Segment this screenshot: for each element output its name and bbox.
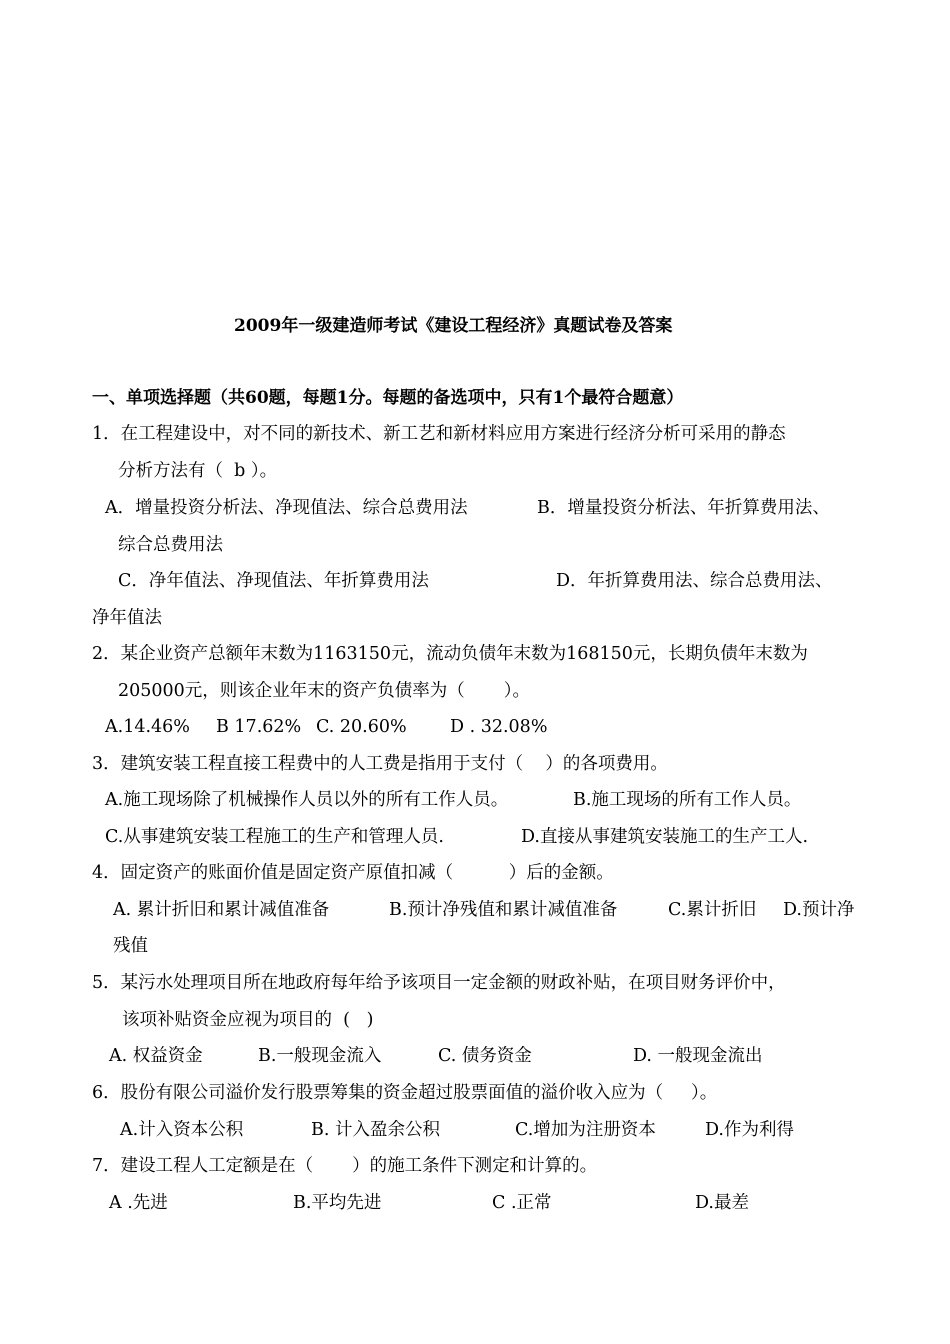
question-3-option-c: C.从事建筑安装工程施工的生产和管理人员. xyxy=(105,827,444,847)
question-1-line-2: 分析方法有（ b ）。 xyxy=(118,461,278,481)
question-2-option-c: C. 20.60% xyxy=(316,717,407,737)
question-1-option-d: D．年折算费用法、综合总费用法、 xyxy=(556,571,833,591)
question-1-option-a: A．增量投资分析法、净现值法、综合总费用法 xyxy=(105,498,468,518)
question-6-line-1: 6．股份有限公司溢价发行股票筹集的资金超过股票面值的溢价收入应为（ ）。 xyxy=(92,1083,718,1103)
question-2-option-b: B 17.62% xyxy=(216,717,302,737)
question-1-option-b-cont: 综合总费用法 xyxy=(118,535,223,555)
question-7-option-b: B.平均先进 xyxy=(293,1193,382,1213)
question-4-line-1: 4．固定资产的账面价值是固定资产原值扣减（ ）后的金额。 xyxy=(92,863,614,883)
question-5-option-c: C. 债务资金 xyxy=(438,1046,532,1066)
question-3-option-a: A.施工现场除了机械操作人员以外的所有工作人员。 xyxy=(105,790,509,810)
question-5-line-2: 该项补贴资金应视为项目的 ( ) xyxy=(122,1010,374,1030)
question-1-option-c: C．净年值法、净现值法、年折算费用法 xyxy=(118,571,429,591)
document-title: 2009年一级建造师考试《建设工程经济》真题试卷及答案 xyxy=(234,316,673,336)
question-4-option-c: C.累计折旧 xyxy=(668,900,757,920)
question-6-option-b: B. 计入盈余公积 xyxy=(311,1120,440,1140)
question-7-option-c: C .正常 xyxy=(492,1193,552,1213)
section-heading: 一、单项选择题（共60题，每题1分。每题的备选项中，只有1个最符合题意） xyxy=(92,388,684,408)
question-2-option-a: A.14.46% xyxy=(105,717,190,737)
question-2-line-2: 205000元，则该企业年末的资产负债率为（ ）。 xyxy=(118,681,530,701)
question-6-option-c: C.增加为注册资本 xyxy=(515,1120,656,1140)
question-1-option-d-cont: 净年值法 xyxy=(92,608,162,628)
question-5-option-d: D. 一般现金流出 xyxy=(633,1046,763,1066)
question-1-line-1: 1．在工程建设中，对不同的新技术、新工艺和新材料应用方案进行经济分析可采用的静态 xyxy=(92,424,786,444)
question-4-option-a: A. 累计折旧和累计减值准备 xyxy=(113,900,330,920)
question-7-line-1: 7．建设工程人工定额是在（ ）的施工条件下测定和计算的。 xyxy=(92,1156,598,1176)
question-6-option-d: D.作为利得 xyxy=(705,1120,794,1140)
question-3-line-1: 3．建筑安装工程直接工程费中的人工费是指用于支付（ ）的各项费用。 xyxy=(92,754,668,774)
question-7-option-a: A .先进 xyxy=(109,1193,168,1213)
question-2-option-d: D . 32.08% xyxy=(450,717,548,737)
question-3-option-b: B.施工现场的所有工作人员。 xyxy=(573,790,802,810)
question-7-option-d: D.最差 xyxy=(695,1193,749,1213)
question-4-option-b: B.预计净残值和累计减值准备 xyxy=(389,900,618,920)
question-2-line-1: 2．某企业资产总额年末数为1163150元，流动负债年末数为168150元，长期负债年末数为 xyxy=(92,644,808,664)
question-3-option-d: D.直接从事建筑安装施工的生产工人. xyxy=(521,827,809,847)
question-5-line-1: 5．某污水处理项目所在地政府每年给予该项目一定金额的财政补贴，在项目财务评价中， xyxy=(92,973,786,993)
question-1-option-b: B．增量投资分析法、年折算费用法、 xyxy=(537,498,830,518)
question-5-option-b: B.一般现金流入 xyxy=(258,1046,382,1066)
question-4-option-d-cont: 残值 xyxy=(113,936,148,956)
question-4-option-d: D.预计净 xyxy=(783,900,855,920)
question-5-option-a: A. 权益资金 xyxy=(109,1046,203,1066)
question-6-option-a: A.计入资本公积 xyxy=(120,1120,244,1140)
